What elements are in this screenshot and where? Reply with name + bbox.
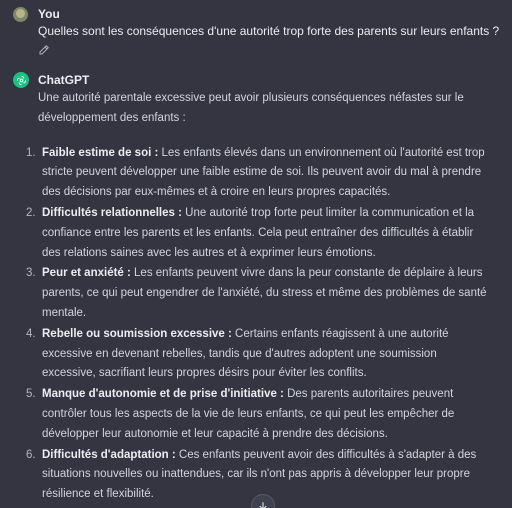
item-text: Des parents autoritaires peuvent contrôler tous les aspects de la vie de leurs enfants, ce qui peut les empêcher de développer leur autonomie et leur capacité à prendre des décisions. <box>42 388 455 440</box>
arrow-down-icon <box>258 501 268 508</box>
assistant-answer <box>26 89 488 506</box>
list-item: 2. Difficultés relationnelles : Une autorité trop forte peut limiter la communication et la confiance entre les parents et les enfants. Cela peut entraîner des difficultés à établir des relations saines avec les autres et à exprimer leurs émotions. <box>26 206 475 259</box>
answer-intro: Une autorité parentale excessive peut avoir plusieurs conséquences néfastes sur le développement des enfants : <box>38 92 464 124</box>
item-title: Faible estime de soi : <box>42 146 159 159</box>
assistant-author-label: ChatGPT <box>38 73 90 87</box>
user-avatar <box>13 7 28 22</box>
item-title: Rebelle ou soumission excessive : <box>42 327 232 340</box>
pencil-icon[interactable] <box>38 44 50 56</box>
answer-list <box>26 144 488 505</box>
list-item: 5. Manque d'autonomie et de prise d'initiative : Des parents autoritaires peuvent contrôler tous les aspects de la vie de leurs enfants, ce qui peut les empêcher de développer leur autonomie et leur capacité à prendre des décisions. <box>26 388 455 440</box>
list-item: 4. Rebelle ou soumission excessive : Certains enfants réagissent à une autorité excessive en devenant rebelles, tandis que d'autres adoptent une soumission excessive, sacrifiant leurs propres désirs pour éviter les conflits. <box>26 327 449 380</box>
item-title: Manque d'autonomie et de prise d'initiative : <box>42 388 284 401</box>
item-title: Difficultés relationnelles : <box>42 206 182 219</box>
item-title: Difficultés d'adaptation : <box>42 448 176 461</box>
user-question-text: Quelles sont les conséquences d'une autorité trop forte des parents sur leurs enfants ? <box>38 24 500 38</box>
list-item: 6. Difficultés d'adaptation : Ces enfants peuvent avoir des difficultés à s'adapter à des situations nouvelles ou inattendues, car ils n'ont pas appris à développer leur propre résilience et flexibilité. <box>26 448 477 501</box>
item-text: Les enfants peuvent vivre dans la peur constante de déplaire à leurs parents, ce qui peut engendrer de l'anxiété, du stress et même des problèmes de santé mentale. <box>42 267 487 319</box>
item-text: Ces enfants peuvent avoir des difficultés à s'adapter à des situations nouvelles ou inattendues, car ils n'ont pas appris à développer leur propre résilience et flexibilité. <box>42 448 477 501</box>
list-item: 3. Peur et anxiété : Les enfants peuvent vivre dans la peur constante de déplaire à leurs parents, ce qui peut engendrer de l'anxiété, du stress et même des problèmes de santé mentale. <box>26 267 487 319</box>
user-author-label: You <box>38 7 60 21</box>
openai-logo-icon <box>13 72 29 88</box>
list-item: 1. Faible estime de soi : Les enfants élevés dans un environnement où l'autorité est trop stricte peuvent développer une faible estime de soi. Ils peuvent avoir du mal à prendre des décisions par eux-mêmes et à croire en leurs propres capacités. <box>26 146 485 199</box>
item-text: Les enfants élevés dans un environnement où l'autorité est trop stricte peuvent développer une faible estime de soi. Ils peuvent avoir du mal à prendre des décisions par eux-mêmes et à croire en leurs propres capacités. <box>42 146 485 199</box>
item-text: Certains enfants réagissent à une autorité excessive en devenant rebelles, tandis que d'autres adoptent une soumission excessive, sacrifiant leurs propres désirs pour éviter les conflits. <box>42 327 449 380</box>
item-title: Peur et anxiété : <box>42 267 131 280</box>
item-text: Une autorité trop forte peut limiter la communication et la confiance entre les parents et les enfants. Cela peut entraîner des difficultés à établir des relations saines avec les autres et à exprimer leurs émotions. <box>42 206 475 259</box>
